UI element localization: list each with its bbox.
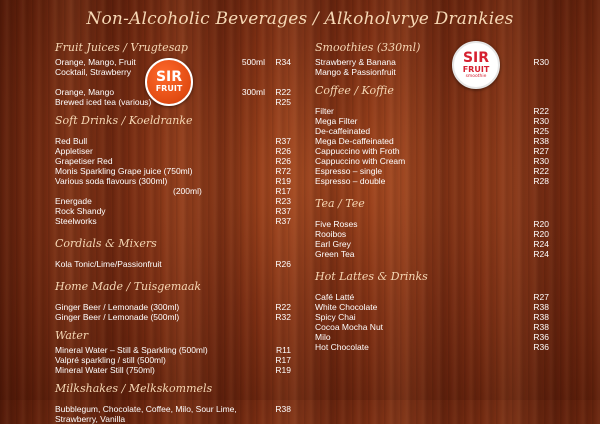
item-price: R24 (533, 249, 549, 259)
item-name: Rooibos (315, 229, 347, 239)
menu-item (315, 67, 549, 77)
item-name: Brewed iced tea (various) (55, 97, 152, 107)
item-name: Mango & Passionfruit (315, 67, 396, 77)
menu-item (315, 249, 549, 259)
menu-item (315, 146, 549, 156)
item-price: R30 (533, 116, 549, 126)
item-name: Various soda flavours (300ml) (55, 176, 168, 186)
sir-fruit-smoothie-logo: SIR FRUIT smoothie (452, 41, 500, 89)
item-price: R23 (275, 196, 291, 206)
item-price: R32 (275, 312, 291, 322)
section-heading-hot-lattes: Hot Lattes & Drinks (315, 270, 428, 283)
item-name: Hot Chocolate (315, 342, 369, 352)
item-price: R20 (533, 219, 549, 229)
item-price: R22 (533, 166, 549, 176)
item-name: Energade (55, 196, 92, 206)
right-column (315, 40, 549, 352)
menu-item (55, 196, 291, 206)
item-price: R20 (533, 229, 549, 239)
item-name: Grapetiser Red (55, 156, 113, 166)
item-price: R22 (275, 87, 291, 97)
item-name: Green Tea (315, 249, 355, 259)
menu-item (55, 365, 291, 375)
item-price: R24 (533, 239, 549, 249)
sir-fruit-logo: SIR FRUIT (145, 58, 193, 106)
item-price: R28 (533, 176, 549, 186)
menu-item (315, 239, 549, 249)
item-name: (200ml) (173, 186, 202, 196)
section-heading-water: Water (55, 329, 89, 342)
item-price: R38 (275, 404, 291, 414)
item-name: Filter (315, 106, 334, 116)
item-price: R26 (275, 156, 291, 166)
menu-item (315, 57, 549, 67)
item-name: Strawberry & Banana (315, 57, 396, 67)
item-name: Red Bull (55, 136, 88, 146)
section-heading-soft-drinks: Soft Drinks / Koeldranke (55, 114, 193, 127)
menu-item (315, 229, 549, 239)
menu-item (315, 219, 549, 229)
section-heading-milkshakes: Milkshakes / Melkskommels (55, 382, 213, 395)
item-name: Mega De-caffeinated (315, 136, 394, 146)
item-name: Café Latté (315, 292, 355, 302)
menu-item (55, 156, 291, 166)
item-price: R37 (275, 216, 291, 226)
item-name: Appletiser (55, 146, 93, 156)
item-name: Milo (315, 332, 331, 342)
item-name: Bubblegum, Chocolate, Coffee, Milo, Sour Lime, Strawberry, Vanilla (55, 404, 237, 424)
item-price: R37 (275, 136, 291, 146)
menu-item (315, 166, 549, 176)
section-heading-fruit-juices: Fruit Juices / Vrugtesap (55, 41, 188, 54)
menu-item (55, 216, 291, 226)
menu-item (315, 342, 549, 352)
section-heading-smoothies: Smoothies (330ml) (315, 41, 421, 54)
item-price: R30 (533, 156, 549, 166)
item-price: R36 (533, 332, 549, 342)
item-price: R36 (533, 342, 549, 352)
item-price: R27 (533, 292, 549, 302)
menu-item (315, 136, 549, 146)
menu-item (55, 259, 291, 269)
item-price: R26 (275, 259, 291, 269)
item-name: Orange, Mango (55, 87, 115, 97)
menu-item (55, 136, 291, 146)
item-size: 300ml (241, 87, 265, 97)
menu-item (55, 206, 291, 216)
item-price: R38 (533, 136, 549, 146)
item-name: Monis Sparkling Grape juice (750ml) (55, 166, 193, 176)
item-name: White Chocolate (315, 302, 378, 312)
menu-item (315, 126, 549, 136)
item-price: R17 (275, 186, 291, 196)
item-name: Cappuccino with Froth (315, 146, 400, 156)
item-name: Kola Tonic/Lime/Passionfruit (55, 259, 162, 269)
item-name: Five Roses (315, 219, 358, 229)
item-name: Ginger Beer / Lemonade (300ml) (55, 302, 180, 312)
item-price: R27 (533, 146, 549, 156)
item-price: R17 (275, 355, 291, 365)
item-name: Steelworks (55, 216, 97, 226)
menu-item (315, 322, 549, 332)
menu-item (55, 176, 291, 186)
menu-item (315, 292, 549, 302)
menu-item (55, 302, 291, 312)
menu-item (315, 176, 549, 186)
item-price: R37 (275, 206, 291, 216)
item-name: Earl Grey (315, 239, 351, 249)
item-name: Spicy Chai (315, 312, 356, 322)
menu-item (55, 312, 291, 322)
item-name: Valpré sparkling / still (500ml) (55, 355, 166, 365)
item-name: Cappuccino with Cream (315, 156, 406, 166)
item-price: R72 (275, 166, 291, 176)
menu-title: Non-Alcoholic Beverages / Alkoholvrye Drankies (86, 9, 514, 29)
menu-item (55, 355, 291, 365)
item-price: R25 (533, 126, 549, 136)
menu-item (55, 404, 291, 424)
item-name: Espresso – single (315, 166, 383, 176)
item-size: 500ml (241, 57, 265, 67)
item-name: De-caffeinated (315, 126, 371, 136)
item-name: Cocoa Mocha Nut (315, 322, 384, 332)
menu-item (55, 146, 291, 156)
item-price: R11 (276, 345, 291, 355)
item-name: Mega Filter (315, 116, 358, 126)
item-price: R38 (533, 302, 549, 312)
menu-item (315, 156, 549, 166)
item-price: R19 (275, 176, 291, 186)
item-price: R38 (533, 322, 549, 332)
item-name: Mineral Water – Still & Sparkling (500ml) (55, 345, 208, 355)
section-heading-cordials: Cordials & Mixers (55, 237, 157, 250)
item-name: Ginger Beer / Lemonade (500ml) (55, 312, 180, 322)
item-price: R22 (533, 106, 549, 116)
item-price: R22 (275, 302, 291, 312)
menu-item (315, 332, 549, 342)
menu-item (315, 312, 549, 322)
section-heading-tea: Tea / Tee (315, 197, 365, 210)
item-name: Rock Shandy (55, 206, 106, 216)
item-name: Mineral Water Still (750ml) (55, 365, 155, 375)
item-price: R26 (275, 146, 291, 156)
menu-item (315, 116, 549, 126)
menu-item (315, 302, 549, 312)
section-heading-coffee: Coffee / Koffie (315, 84, 394, 97)
item-name: Espresso – double (315, 176, 386, 186)
item-price: R30 (533, 57, 549, 67)
section-heading-home-made: Home Made / Tuisgemaak (55, 280, 202, 293)
menu-item (55, 345, 291, 355)
menu-item (55, 186, 291, 196)
item-price: R25 (275, 97, 291, 107)
item-price: R34 (275, 57, 291, 67)
item-price: R38 (533, 312, 549, 322)
item-name: Orange, Mango, Fruit Cocktail, Strawberry (55, 57, 136, 77)
menu-item (55, 166, 291, 176)
menu-item (315, 106, 549, 116)
item-price: R19 (275, 365, 291, 375)
